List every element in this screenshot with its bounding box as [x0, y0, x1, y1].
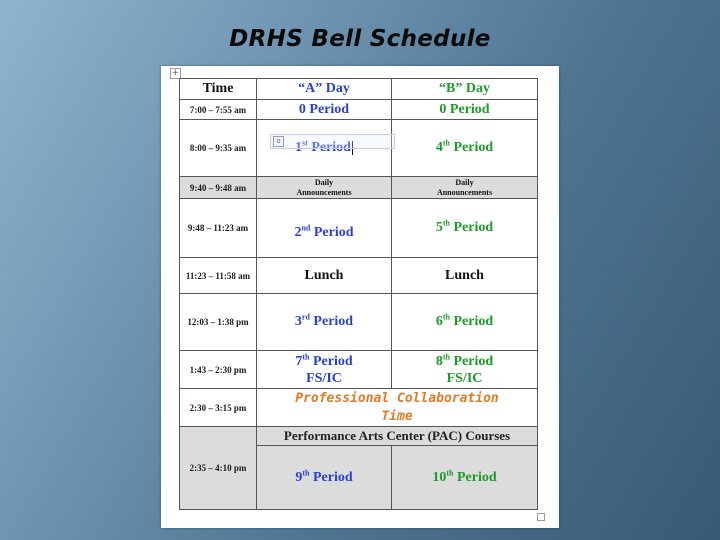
period-word: Period — [449, 314, 494, 329]
b-day-cell — [392, 177, 538, 199]
table-row — [180, 389, 538, 427]
table-row — [180, 427, 538, 446]
b-day-cell — [392, 294, 538, 351]
announcement-line: Announcements — [436, 187, 493, 197]
a-day-cell — [257, 446, 392, 510]
b-day-cell — [392, 351, 538, 389]
period-word: Period — [449, 220, 494, 235]
period-suffix: th — [302, 351, 310, 361]
period-suffix: th — [302, 467, 310, 477]
period-word: Period — [310, 225, 354, 240]
period-note: FS/IC — [306, 370, 342, 386]
period-suffix: th — [442, 312, 450, 322]
a-day-cell — [257, 294, 392, 351]
time-cell: 7:00 – 7:55 am — [180, 100, 257, 120]
time-cell: 1:43 – 2:30 pm — [180, 351, 257, 389]
period-word: Period — [453, 469, 497, 485]
table-row — [180, 177, 538, 199]
period-word: Period — [307, 140, 351, 155]
period-word: Period — [309, 353, 353, 369]
period-number: 7 — [295, 353, 303, 369]
period-number: 4 — [435, 140, 443, 155]
b-day-cell: Lunch — [392, 258, 538, 294]
time-cell: 8:00 – 9:35 am — [180, 120, 257, 177]
period-suffix: th — [442, 138, 450, 148]
table-move-icon[interactable]: + — [171, 68, 180, 78]
a-day-cell — [257, 199, 392, 258]
time-cell: 2:30 – 3:15 pm — [180, 389, 257, 427]
period-word: Period — [449, 140, 494, 155]
b-day-cell — [392, 199, 538, 258]
collaboration-line: Time — [381, 408, 413, 424]
slide-title: DRHS Bell Schedule — [229, 26, 491, 52]
table-row — [180, 199, 538, 258]
anchor-icon[interactable]: o — [273, 136, 284, 147]
header-a-day: “A” Day — [257, 79, 392, 100]
time-cell: 11:23 – 11:58 am — [180, 258, 257, 294]
table-row — [180, 294, 538, 351]
period-suffix: th — [442, 351, 450, 361]
collaboration-cell — [257, 389, 538, 427]
period-number: 10 — [432, 469, 447, 485]
a-day-cell — [257, 351, 392, 389]
period-number: 3 — [294, 314, 302, 329]
period-number: 6 — [435, 314, 443, 329]
period-suffix: st — [302, 138, 308, 148]
a-day-cell: 0 Period — [257, 100, 392, 120]
pac-header-cell: Performance Arts Center (PAC) Courses — [257, 427, 538, 446]
announcement-line: Announcements — [296, 187, 352, 197]
table-row — [180, 100, 538, 120]
table-resize-icon[interactable] — [537, 513, 545, 521]
a-day-cell — [257, 177, 392, 199]
period-number: 8 — [435, 353, 443, 369]
period-suffix: th — [446, 467, 454, 477]
text-frame[interactable] — [270, 134, 395, 149]
header-b-day: “B” Day — [392, 79, 538, 100]
collaboration-line: Professional Collaboration — [295, 390, 499, 406]
period-number: 2 — [294, 225, 302, 240]
b-day-cell — [392, 120, 538, 177]
period-suffix: nd — [301, 223, 311, 233]
a-day-cell: Lunch — [257, 258, 392, 294]
time-cell: 12:03 – 1:38 pm — [180, 294, 257, 351]
b-day-cell — [392, 446, 538, 510]
announcement-line: Daily — [455, 177, 474, 187]
table-row — [180, 258, 538, 294]
period-word: Period — [309, 314, 354, 329]
table-row — [180, 351, 538, 389]
period-suffix: rd — [301, 312, 310, 322]
period-number: 1 — [295, 140, 303, 155]
header-time: Time — [180, 79, 257, 100]
table-header-row — [180, 79, 538, 100]
period-number: 9 — [295, 469, 303, 485]
period-number: 5 — [435, 220, 443, 235]
period-word: Period — [309, 469, 353, 485]
time-cell: 2:35 – 4:10 pm — [180, 427, 257, 510]
time-cell: 9:40 – 9:48 am — [180, 177, 257, 199]
period-note: FS/IC — [446, 370, 483, 386]
time-cell: 9:48 – 11:23 am — [180, 199, 257, 258]
period-suffix: th — [442, 218, 450, 228]
period-word: Period — [449, 353, 494, 369]
b-day-cell: 0 Period — [392, 100, 538, 120]
announcement-line: Daily — [314, 177, 334, 187]
